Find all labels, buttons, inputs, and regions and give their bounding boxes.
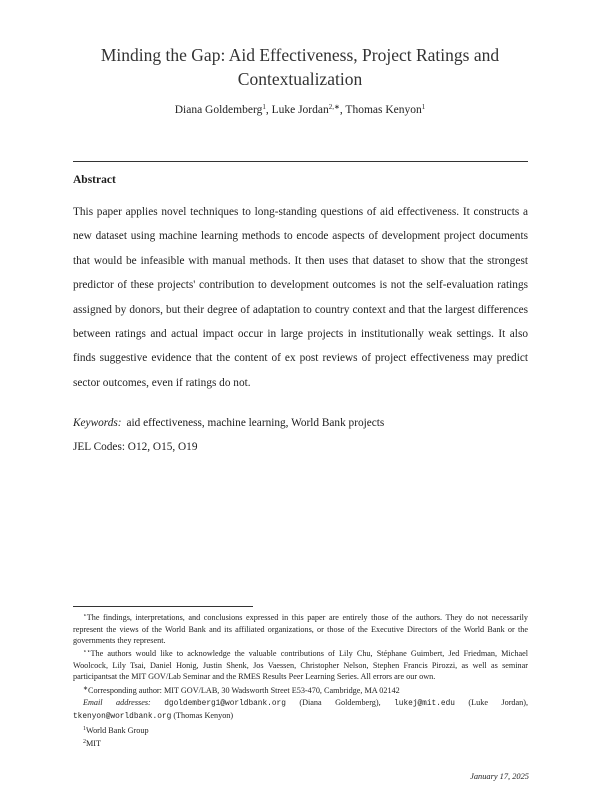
- email-link[interactable]: lukej@mit.edu: [394, 699, 455, 708]
- author-name: Thomas Kenyon: [345, 104, 422, 116]
- footnote-rule: [73, 606, 253, 607]
- email-link[interactable]: dgoldemberg1@worldbank.org: [164, 699, 286, 708]
- keywords-text: aid effectiveness, machine learning, World Bank projects: [126, 417, 385, 429]
- keywords-label: Keywords:: [73, 417, 122, 429]
- preprint-date: January 17, 2025: [470, 772, 529, 781]
- email-link[interactable]: tkenyon@worldbank.org: [73, 713, 172, 722]
- author-affiliation-mark: 1: [421, 103, 426, 111]
- footnote-acknowledgements: ⋆⋆The authors would like to acknowledge the valuable contributions of Lily Chu, Stéphane Guimbert, Jed Friedman, Michael Woolcock, Lily Tsai, Daniel Honig, Justin Shenk, Jos Vaessen, Christopher Nelson, Stephen Francis Pirozzi, as well as seminar participantsat the MIT GOV/Lab Seminar and the RMES Results Peer Learning Series. All errors are our own.: [73, 649, 528, 682]
- title-line-2: Contextualization: [237, 69, 363, 89]
- title-line-1: Minding the Gap: Aid Effectiveness, Project Ratings and: [100, 45, 500, 65]
- footnote-affiliation-1: $^1$World Bank Group: [83, 726, 149, 736]
- email-label: Email addresses:: [83, 697, 151, 707]
- abstract-heading: Abstract: [73, 174, 116, 186]
- paper-title: [0, 43, 600, 91]
- author-affiliation-mark: 1: [262, 103, 266, 111]
- keywords-line: [73, 417, 384, 429]
- footnote-disclaimer: ⋆The findings, interpretations, and conclusions expressed in this paper are entirely those of the authors. They do not necessarily represent the views of the World Bank and its affiliated organizations, or those of the Executive Directors of the World Bank or the governments they represent.: [73, 613, 528, 646]
- jel-codes: JEL Codes: O12, O15, O19: [73, 441, 198, 453]
- footnote-emails: Email addresses: dgoldemberg1@worldbank.org (Diana Goldemberg), lukej@mit.edu (Luke Jordan), tkenyon@worldbank.org (Thomas Kenyon): [73, 697, 529, 722]
- author-name: Diana Goldemberg: [174, 104, 263, 116]
- footnote-affiliation-2: $^2$MIT: [83, 739, 102, 749]
- footnote-corresponding-author: ∗Corresponding author: MIT GOV/LAB, 30 Wadsworth Street E53-470, Cambridge, MA 02142: [83, 685, 400, 695]
- abstract-text: This paper applies novel techniques to long-standing questions of aid effectiveness. It constructs a new dataset using machine learning methods to encode aspects of development project documents that would be infeasible with manual methods. It then uses that dataset to show that the strongest predictor of these projects' contribution to development outcomes is not the self-evaluation ratings assigned by donors, but their degree of adaptation to country context and that the largest differences between ratings and actual impact occur in large projects in institutionally weak settings. It also finds suggestive evidence that the content of ex post reviews of project effectiveness may predict sector outcomes, even if ratings do not.: [73, 206, 528, 389]
- abstract-top-rule: [73, 161, 528, 162]
- author-affiliation-mark: 2,∗: [328, 103, 340, 111]
- footnotes: [73, 611, 528, 751]
- author-list: Diana Goldemberg$^1$, Luke Jordan$^{2,∗}$, Thomas Kenyon$^1$: [174, 103, 426, 116]
- author-name: Luke Jordan: [271, 104, 329, 116]
